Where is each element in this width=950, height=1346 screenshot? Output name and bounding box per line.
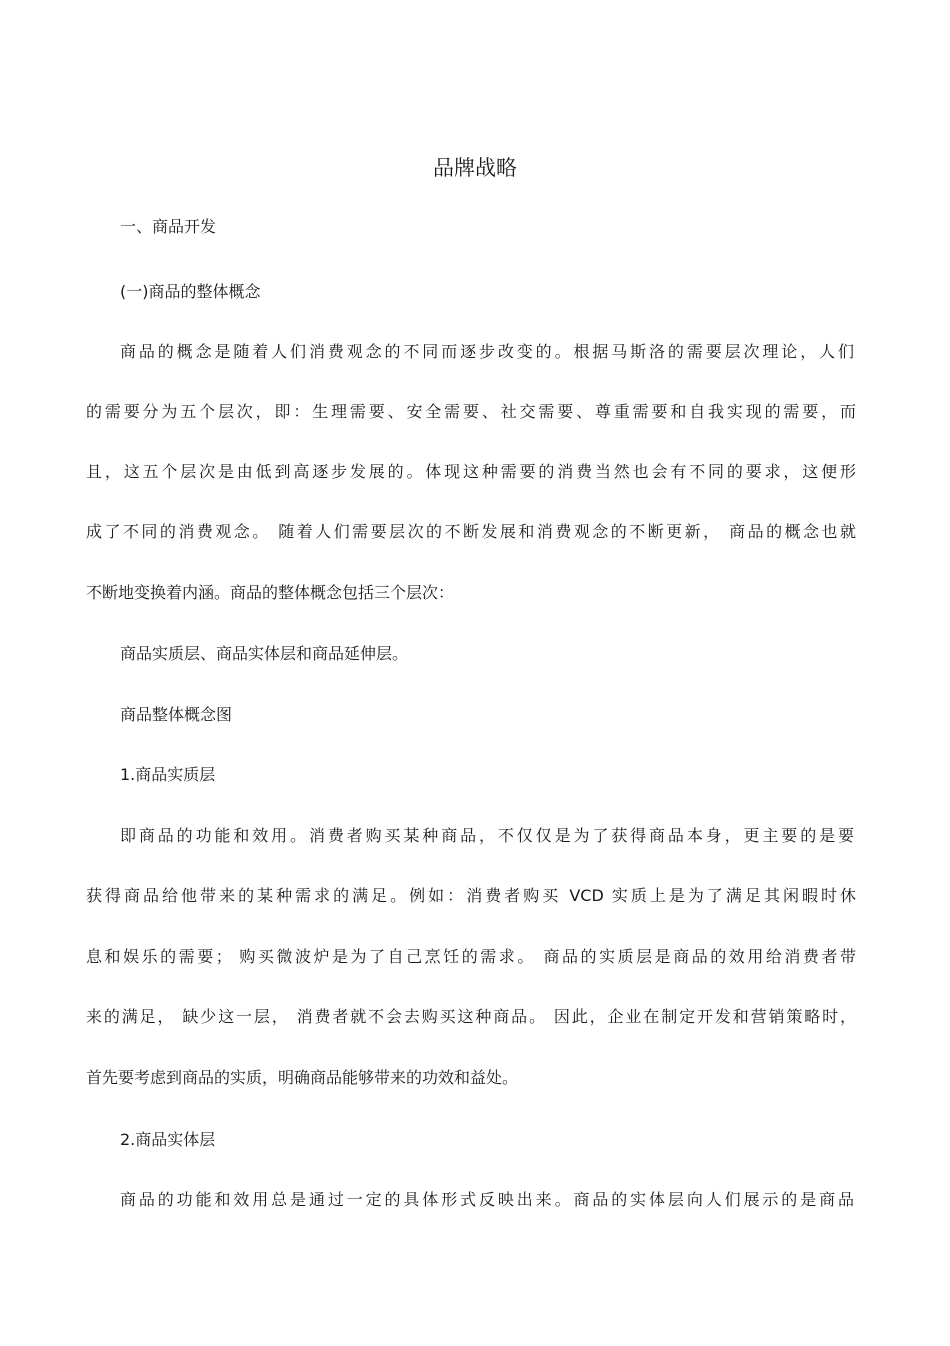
paragraph-line: 息和娱乐的需要； 购买微波炉是为了自己烹饪的需求。 商品的实质层是商品的效用给消费者带: [86, 947, 856, 966]
paragraph-line: 获得商品给他带来的某种需求的满足。例如：消费者购买 VCD 实质上是为了满足其闲暇时休: [86, 886, 856, 905]
layers-line: 商品实质层、商品实体层和商品延伸层。: [120, 644, 409, 663]
paragraph-line: 来的满足， 缺少这一层， 消费者就不会去购买这种商品。 因此，企业在制定开发和营销策略时，: [86, 1007, 856, 1026]
paragraph-line: 即商品的功能和效用。消费者购买某种商品，不仅仅是为了获得商品本身，更主要的是要: [120, 826, 854, 845]
paragraph-line: 且，这五个层次是由低到高逐步发展的。体现这种需要的消费当然也会有不同的要求，这便形: [86, 462, 856, 481]
paragraph-line: 商品的概念是随着人们消费观念的不同而逐步改变的。根据马斯洛的需要层次理论，人们: [120, 342, 854, 361]
paragraph-line: 成了不同的消费观念。 随着人们需要层次的不断发展和消费观念的不断更新， 商品的概念也就: [86, 522, 856, 541]
paragraph-line: 不断地变换着内涵。商品的整体概念包括三个层次：: [86, 583, 455, 602]
item2-heading: 2.商品实体层: [120, 1130, 216, 1149]
paragraph-line: 首先要考虑到商品的实质，明确商品能够带来的功效和益处。: [86, 1068, 519, 1087]
section-heading: 一、商品开发: [120, 217, 217, 236]
document-title: 品牌战略: [433, 156, 517, 180]
paragraph-line: 商品的功能和效用总是通过一定的具体形式反映出来。商品的实体层向人们展示的是商品: [120, 1190, 854, 1209]
paragraph-line: 的需要分为五个层次，即：生理需要、安全需要、社交需要、尊重需要和自我实现的需要，而: [86, 402, 856, 421]
subsection-heading: (一)商品的整体概念: [120, 282, 261, 301]
figure-caption: 商品整体概念图: [120, 705, 233, 724]
item1-heading: 1.商品实质层: [120, 765, 216, 784]
